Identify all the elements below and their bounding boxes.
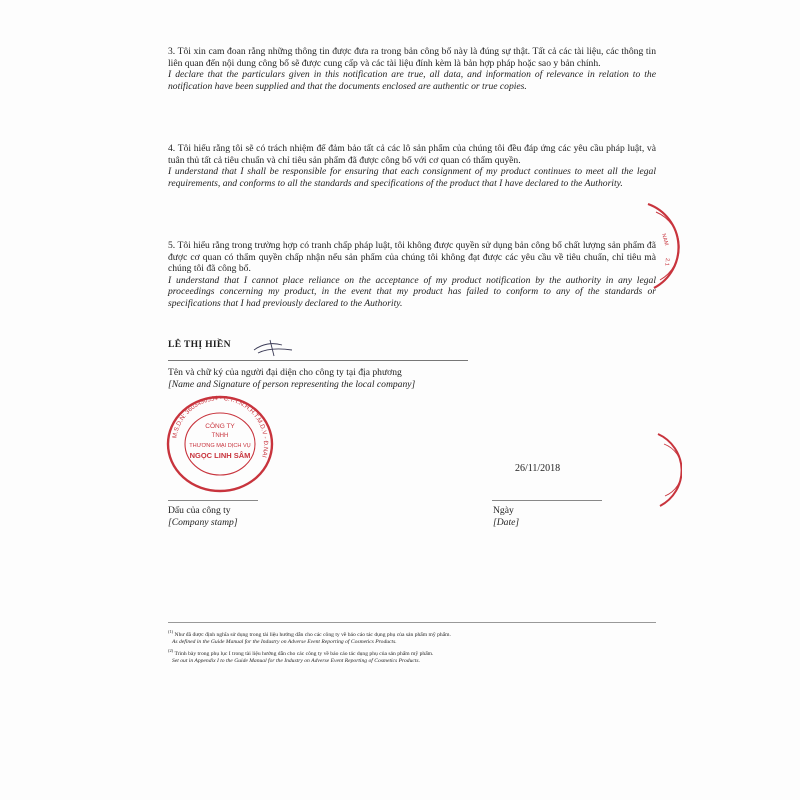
side-stamp-fragment-2 xyxy=(652,430,682,510)
signer-name: LÊ THỊ HIỀN xyxy=(168,339,231,350)
declaration-paragraph-3 xyxy=(168,46,656,92)
signature-caption-english: [Name and Signature of person representing the local company] xyxy=(168,378,416,390)
footnote-1-marker: (1) xyxy=(168,629,174,634)
paragraph-5-english: I understand that I cannot place reliance on the acceptance of my product notification by the authority in any legal proceedings concerning my product, in the event that my product has failed to conform to any of the standards or specifications that I had previously declared to the Authority. xyxy=(168,274,656,309)
declaration-paragraph-5 xyxy=(168,240,656,310)
footnote-2-english: Set out in Appendix I to the Guide Manual for the Industry on Adverse Event Reporting of Cosmetics Products. xyxy=(172,657,421,664)
company-stamp-label xyxy=(168,505,238,529)
paragraph-5-vietnamese: 5. Tôi hiểu rằng trong trường hợp có tranh chấp pháp luật, tôi không được quyền sử dụng bản công bố chất lượng sản phẩm đã được cơ quan có thẩm quyền chấp nhận nếu sản phẩm của chúng tôi không đạt được các yêu cầu về tiêu chuẩn, chỉ tiêu mà chúng tôi đã công bố. xyxy=(168,240,656,275)
declaration-paragraph-4 xyxy=(168,143,656,189)
date-label xyxy=(493,505,519,529)
footnote-1-english: As defined in the Guide Manual for the Industry on Adverse Event Reporting of Cosmetics Products. xyxy=(172,639,397,646)
footnote-separator xyxy=(168,622,656,623)
paragraph-3-vietnamese: 3. Tôi xin cam đoan rằng những thông tin được đưa ra trong bản công bố này là đúng sự thật. Tất cả các tài liệu, các thông tin liên quan đến nội dung công bố sẽ được cung cấp và các tài liệu đính kèm là bản hợp pháp hoặc sao y bản chính. xyxy=(168,46,656,69)
company-seal xyxy=(160,392,280,496)
signature-caption-vietnamese: Tên và chữ ký của người đại diện cho công ty tại địa phương xyxy=(168,367,402,378)
company-stamp-label-english: [Company stamp] xyxy=(168,517,238,528)
svg-text:NGỌC LINH SÂM: NGỌC LINH SÂM xyxy=(189,451,251,460)
date-line xyxy=(492,500,602,501)
footnote-2-vietnamese-text: Trình bày trong phụ lục I trong tài liệu hướng dẫn cho các công ty về báo cáo tác dụng phụ của sản phẩm mỹ phẩm. xyxy=(174,650,434,657)
signature-scribble xyxy=(252,336,296,358)
paragraph-3-english: I declare that the particulars given in this notification are true, all data, and information of relevance in relation to the notification have been supplied and that the documents enclosed are authentic or true copies. xyxy=(168,69,656,92)
paragraph-4-vietnamese: 4. Tôi hiểu rằng tôi sẽ có trách nhiệm để đảm bảo tất cả các lô sản phẩm của chúng tôi đều đáp ứng các yêu cầu pháp luật, và tuân thủ tất cả tiêu chuẩn và chỉ tiêu sản phẩm đã được công bố với cơ quan có thẩm quyền. xyxy=(168,143,656,166)
company-stamp-label-vietnamese: Dấu của công ty xyxy=(168,505,231,516)
signature-caption xyxy=(168,367,415,390)
svg-text:TNHH: TNHH xyxy=(211,433,229,439)
svg-text:CÔNG TY: CÔNG TY xyxy=(205,423,235,430)
footnote-2-marker: (2) xyxy=(168,647,174,653)
svg-text:2.1: 2.1 xyxy=(663,257,670,266)
svg-text:THƯƠNG MẠI DỊCH VỤ: THƯƠNG MẠI DỊCH VỤ xyxy=(189,443,251,449)
paragraph-4-english: I understand that I shall be responsible for ensuring that each consignment of my product continues to meet all the legal requirements, and conforms to all the standards and specifications of the product that I have declared to the Authority. xyxy=(168,166,656,189)
svg-text:M.S.D.N: 3603490554 - C.T.T.N.: M.S.D.N: 3603490554 - C.T.T.N.H.H.T.M.D.V - Đ.NAI xyxy=(171,394,270,459)
date-label-vietnamese: Ngày xyxy=(493,505,514,516)
footnotes xyxy=(168,628,668,665)
footnote-2-vietnamese xyxy=(168,647,668,658)
signature-line xyxy=(168,360,468,361)
footnote-1-vietnamese-text: Như đã được định nghĩa sử dụng trong tài liệu hướng dẫn cho các công ty về báo cáo tác dụng phụ của sản phẩm mỹ phẩm. xyxy=(174,631,451,638)
date-value: 26/11/2018 xyxy=(515,463,561,474)
footnote-1-vietnamese xyxy=(168,628,668,639)
date-label-english: [Date] xyxy=(493,517,520,528)
svg-text:NAM: NAM xyxy=(660,232,670,247)
side-stamp-fragment xyxy=(640,196,688,296)
company-stamp-line xyxy=(168,500,258,501)
